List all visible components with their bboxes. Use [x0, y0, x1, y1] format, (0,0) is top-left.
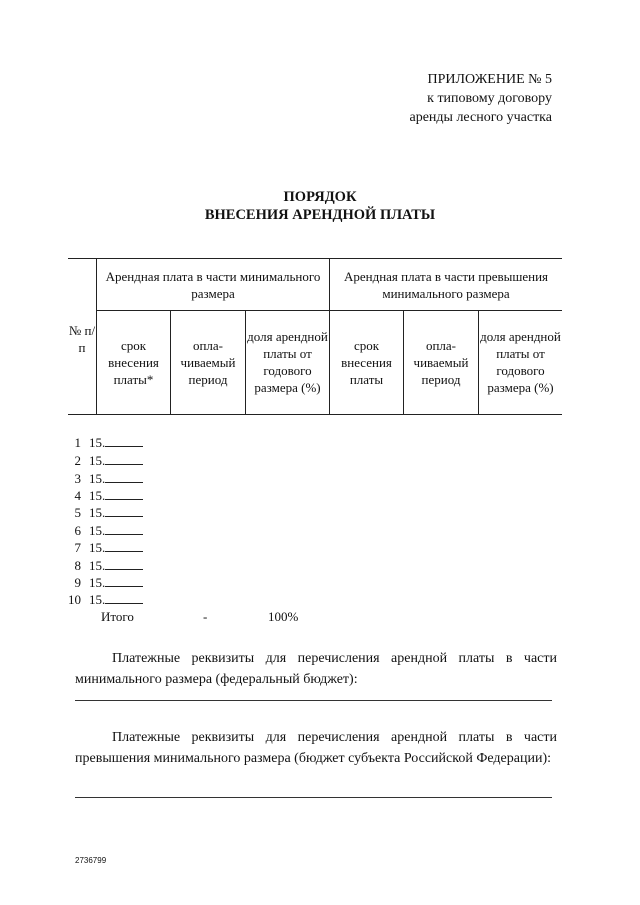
col-number-header: № п/п	[68, 323, 96, 355]
col-period2-header: опла- чиваемый период	[413, 337, 469, 387]
payment-details-federal-line	[75, 700, 552, 701]
table-row: 8 15.	[63, 557, 143, 574]
col-term2-header: срок внесения платы	[341, 337, 392, 387]
annex-subtitle-1: к типовому договору	[427, 91, 552, 106]
page-title	[0, 188, 640, 224]
payment-details-regional-line	[75, 797, 552, 798]
group-excess-header: Арендная плата в части превышения минимального размера	[343, 269, 549, 301]
table-bottom-border	[68, 414, 562, 415]
group-min-header: Арендная плата в части минимального размера	[105, 269, 321, 301]
table-row: 3 15.	[63, 470, 143, 487]
date-blank	[105, 504, 143, 517]
date-blank	[105, 574, 143, 587]
payment-details-federal: Платежные реквизиты для перечисления арендной платы в части минимального размера (федеральный бюджет):	[75, 651, 557, 687]
col-share-header: доля арендной платы от годового размера (%)	[247, 329, 328, 395]
date-blank	[105, 557, 143, 570]
annex-subtitle-2: аренды лесного участка	[409, 110, 552, 125]
document-code: 2736799	[75, 856, 107, 865]
total-label: Итого	[101, 609, 134, 624]
title-line-2: ВНЕСЕНИЯ АРЕНДНОЙ ПЛАТЫ	[204, 207, 436, 223]
date-blank	[105, 522, 143, 535]
table-row: 2 15.	[63, 452, 143, 469]
col-term-header: срок внесения платы*	[108, 337, 159, 387]
table-row: 9 15.	[63, 574, 143, 591]
payment-details-regional: Платежные реквизиты для перечисления арендной платы в части превышения минимального размера (бюджет субъекта Российской Федерации):	[75, 730, 557, 766]
date-blank	[105, 434, 143, 447]
table-row: 10 15.	[63, 591, 143, 608]
col-period-header: опла- чиваемый период	[180, 337, 236, 387]
table-row: 5 15.	[63, 504, 143, 521]
table-row: 7 15.	[63, 539, 143, 556]
col-share2-header: доля арендной платы от годового размера (%)	[480, 329, 561, 395]
table-row: 1 15.	[63, 434, 143, 451]
annex-header	[312, 70, 552, 127]
date-blank	[105, 452, 143, 465]
date-blank	[105, 591, 143, 604]
total-dash: -	[203, 609, 208, 624]
total-percent: 100%	[268, 609, 299, 624]
annex-title: ПРИЛОЖЕНИЕ № 5	[427, 72, 552, 87]
title-line-1: ПОРЯДОК	[283, 189, 357, 205]
date-blank	[105, 539, 143, 552]
date-blank	[105, 487, 143, 500]
date-blank	[105, 470, 143, 483]
table-row: 4 15.	[63, 487, 143, 504]
table-top-border	[68, 258, 562, 259]
table-row: 6 15.	[63, 522, 143, 539]
